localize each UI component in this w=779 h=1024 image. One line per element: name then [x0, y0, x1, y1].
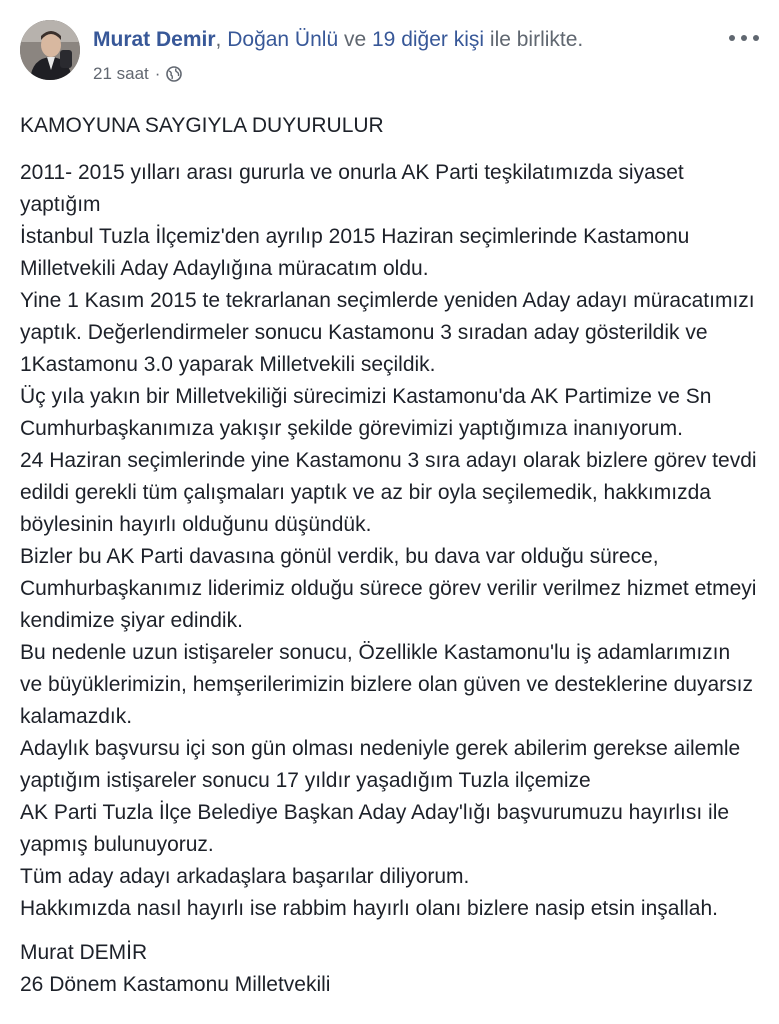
post-line: böylesinin hayırlı olduğunu düşündük. — [20, 513, 372, 536]
post-body — [20, 110, 765, 1013]
post-line: Milletvekili Aday Adaylığına müracatım oldu. — [20, 257, 429, 280]
post-line: Cumhurbaşkanımıza yakışır şekilde görevimizi yaptığımıza inanıyorum. — [20, 417, 683, 440]
post-line: Bu nedenle uzun istişareler sonucu, Özellikle Kastamonu'lu iş adamlarımızın — [20, 641, 731, 664]
post-line: kalamazdık. — [20, 705, 133, 728]
author-avatar[interactable] — [20, 20, 80, 80]
post-line: Bizler bu AK Parti davasına gönül verdik, bu dava var olduğu sürece, — [20, 545, 659, 568]
others-link[interactable]: 19 diğer kişi — [372, 28, 485, 51]
signature-title: 26 Dönem Kastamonu Milletvekili — [20, 973, 331, 996]
post-line: Hakkımızda nasıl hayırlı ise rabbim hayırlı olanı bizlere nasip etsin inşallah. — [20, 897, 718, 920]
post-line: İstanbul Tuzla İlçemiz'den ayrılıp 2015 Haziran seçimlerinde Kastamonu — [20, 225, 690, 248]
post-line: yaptığım istişareler sonucu 17 yıldır yaşadığım Tuzla ilçemize — [20, 769, 591, 792]
post-meta — [93, 63, 182, 85]
signature-name: Murat DEMİR — [20, 941, 148, 964]
tag-separator: , — [215, 28, 222, 51]
avatar-image — [20, 20, 80, 80]
post-signature — [20, 937, 765, 1001]
post-header — [0, 0, 779, 100]
tag-suffix: ile birlikte. — [489, 28, 584, 51]
more-options-icon[interactable] — [729, 28, 759, 48]
post-timestamp[interactable]: 21 saat — [93, 64, 149, 83]
post-line: AK Parti Tuzla İlçe Belediye Başkan Aday Aday'lığı başvurumuzu hayırlısı ile — [20, 801, 730, 824]
post-line: Tüm aday adayı arkadaşlara başarılar diliyorum. — [20, 865, 470, 888]
post-line: yapmış bulunuyoruz. — [20, 833, 214, 856]
globe-icon[interactable] — [166, 66, 182, 82]
tagged-person-link[interactable]: Doğan Ünlü — [227, 28, 339, 51]
post-line: ve büyüklerimizin, hemşerilerimizin bizlere olan güven ve desteklerine duyarsız — [20, 673, 753, 696]
author-line — [93, 26, 583, 54]
post-line: Üç yıla yakın bir Milletvekiliği sürecimizi Kastamonu'da AK Partimize ve Sn — [20, 385, 712, 408]
tag-joiner: ve — [343, 28, 367, 51]
more-dot — [729, 35, 735, 41]
more-dot — [741, 35, 747, 41]
post-title: KAMOYUNA SAYGIYLA DUYURULUR — [20, 114, 384, 137]
post-line: Cumhurbaşkanımız liderimiz olduğu sürece görev verilir verilmez hizmet etmeyi — [20, 577, 757, 600]
post-line: edildi gerekli tüm çalışmaları yaptık ve az bir oyla seçilemedik, hakkımızda — [20, 481, 711, 504]
post-line: yaptığım — [20, 193, 101, 216]
post-line: 1Kastamonu 3.0 yaparak Milletvekili seçildik. — [20, 353, 436, 376]
post-line: 2011- 2015 yılları arası gururla ve onurla AK Parti teşkilatımızda siyaset — [20, 161, 684, 184]
post-line: kendimize şiyar edindik. — [20, 609, 243, 632]
post-line: Adaylık başvursu içi son gün olması nedeniyle gerek abilerim gerekse ailemle — [20, 737, 741, 760]
post-text — [20, 157, 765, 925]
author-name-link[interactable]: Murat Demir — [93, 28, 216, 51]
meta-separator: · — [154, 64, 161, 83]
post-line: yaptık. Değerlendirmeler sonucu Kastamonu 3 sıradan aday gösterildik ve — [20, 321, 708, 344]
post-line: 24 Haziran seçimlerinde yine Kastamonu 3 sıra adayı olarak bizlere görev tevdi — [20, 449, 757, 472]
more-dot — [753, 35, 759, 41]
post-line: Yine 1 Kasım 2015 te tekrarlanan seçimlerde yeniden Aday adayı müracatımızı — [20, 289, 755, 312]
